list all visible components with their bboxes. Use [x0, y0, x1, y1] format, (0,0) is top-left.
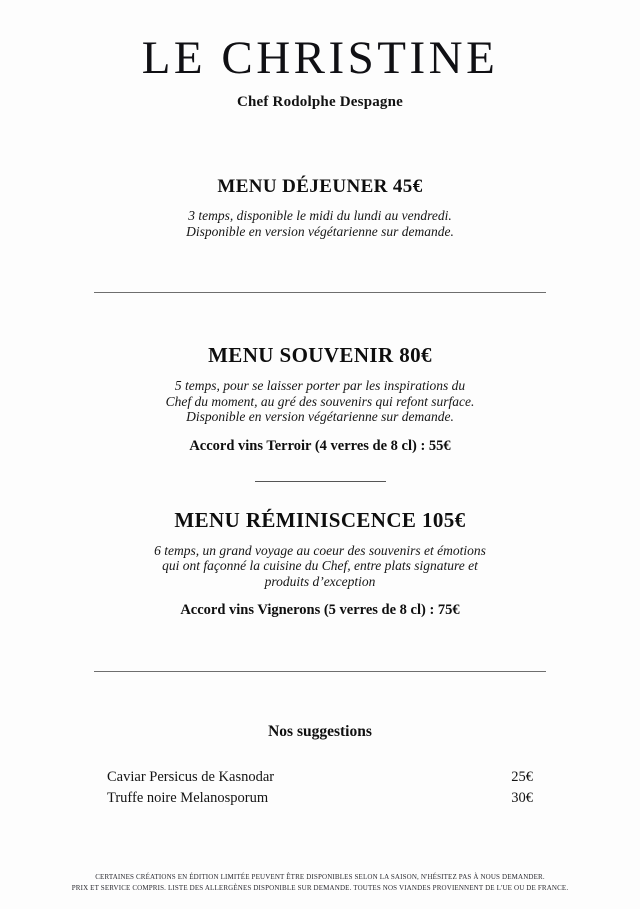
suggestion-price: 25€: [511, 769, 533, 786]
reminiscence-menu-description-line: produits d’exception: [264, 573, 376, 589]
chef-name: Chef Rodolphe Despagne: [236, 94, 404, 111]
suggestions-list: [107, 767, 533, 809]
souvenir-menu-section: [0, 343, 640, 455]
footer-line: CERTAINES CRÉATIONS EN ÉDITION LIMITÉE PEUVENT ÊTRE DISPONIBLES SELON LA SAISON, N'HÉSITEZ PAS À NOUS DEMANDER.: [95, 873, 545, 881]
reminiscence-menu-title: MENU RÉMINISCENCE 105€: [174, 507, 466, 532]
lunch-menu-section: [0, 176, 640, 239]
lunch-menu-description-line: Disponible en version végétarienne sur demande.: [186, 223, 454, 239]
reminiscence-menu-description-line: qui ont façonné la cuisine du Chef, entre plats signature et: [162, 558, 478, 574]
souvenir-menu-description: [110, 378, 530, 425]
suggestion-name: Caviar Persicus de Kasnodar: [107, 769, 275, 786]
suggestion-name: Truffe noire Melanosporum: [107, 790, 269, 807]
suggestions-section: [0, 723, 640, 809]
suggestions-title: Nos suggestions: [268, 723, 372, 741]
lunch-menu-description-line: 3 temps, disponible le midi du lundi au vendredi.: [188, 208, 452, 224]
souvenir-menu-title: MENU SOUVENIR 80€: [208, 343, 432, 368]
list-item: [107, 788, 533, 809]
souvenir-menu-description-line: Disponible en version végétarienne sur demande.: [186, 409, 454, 425]
section-divider-upper: [94, 292, 546, 293]
reminiscence-menu-description: [110, 543, 530, 590]
lunch-menu-title: MENU DÉJEUNER 45€: [217, 176, 423, 198]
souvenir-menu-wine-pairing: Accord vins Terroir (4 verres de 8 cl) : 55€: [189, 437, 451, 454]
reminiscence-menu-wine-pairing: Accord vins Vignerons (5 verres de 8 cl) : 75€: [180, 602, 460, 619]
footer-notice: [0, 872, 640, 893]
restaurant-name: LE CHRISTINE: [141, 32, 499, 84]
list-item: [107, 767, 533, 788]
souvenir-menu-description-line: Chef du moment, au gré des souvenirs qui refont surface.: [165, 393, 475, 409]
footer-line: PRIX ET SERVICE COMPRIS. LISTE DES ALLERGÈNES DISPONIBLE SUR DEMANDE. TOUTES NOS VIANDES PROVIENNENT DE L'UE OU DE FRANCE.: [71, 883, 569, 892]
lunch-menu-description: [110, 208, 530, 239]
reminiscence-menu-section: [0, 508, 640, 620]
section-divider-lower: [94, 671, 546, 672]
menu-separator-short: [255, 481, 386, 482]
reminiscence-menu-description-line: 6 temps, un grand voyage au coeur des souvenirs et émotions: [154, 542, 486, 558]
menu-header: [0, 0, 640, 111]
suggestion-price: 30€: [511, 790, 533, 807]
souvenir-menu-description-line: 5 temps, pour se laisser porter par les inspirations du: [174, 378, 466, 394]
